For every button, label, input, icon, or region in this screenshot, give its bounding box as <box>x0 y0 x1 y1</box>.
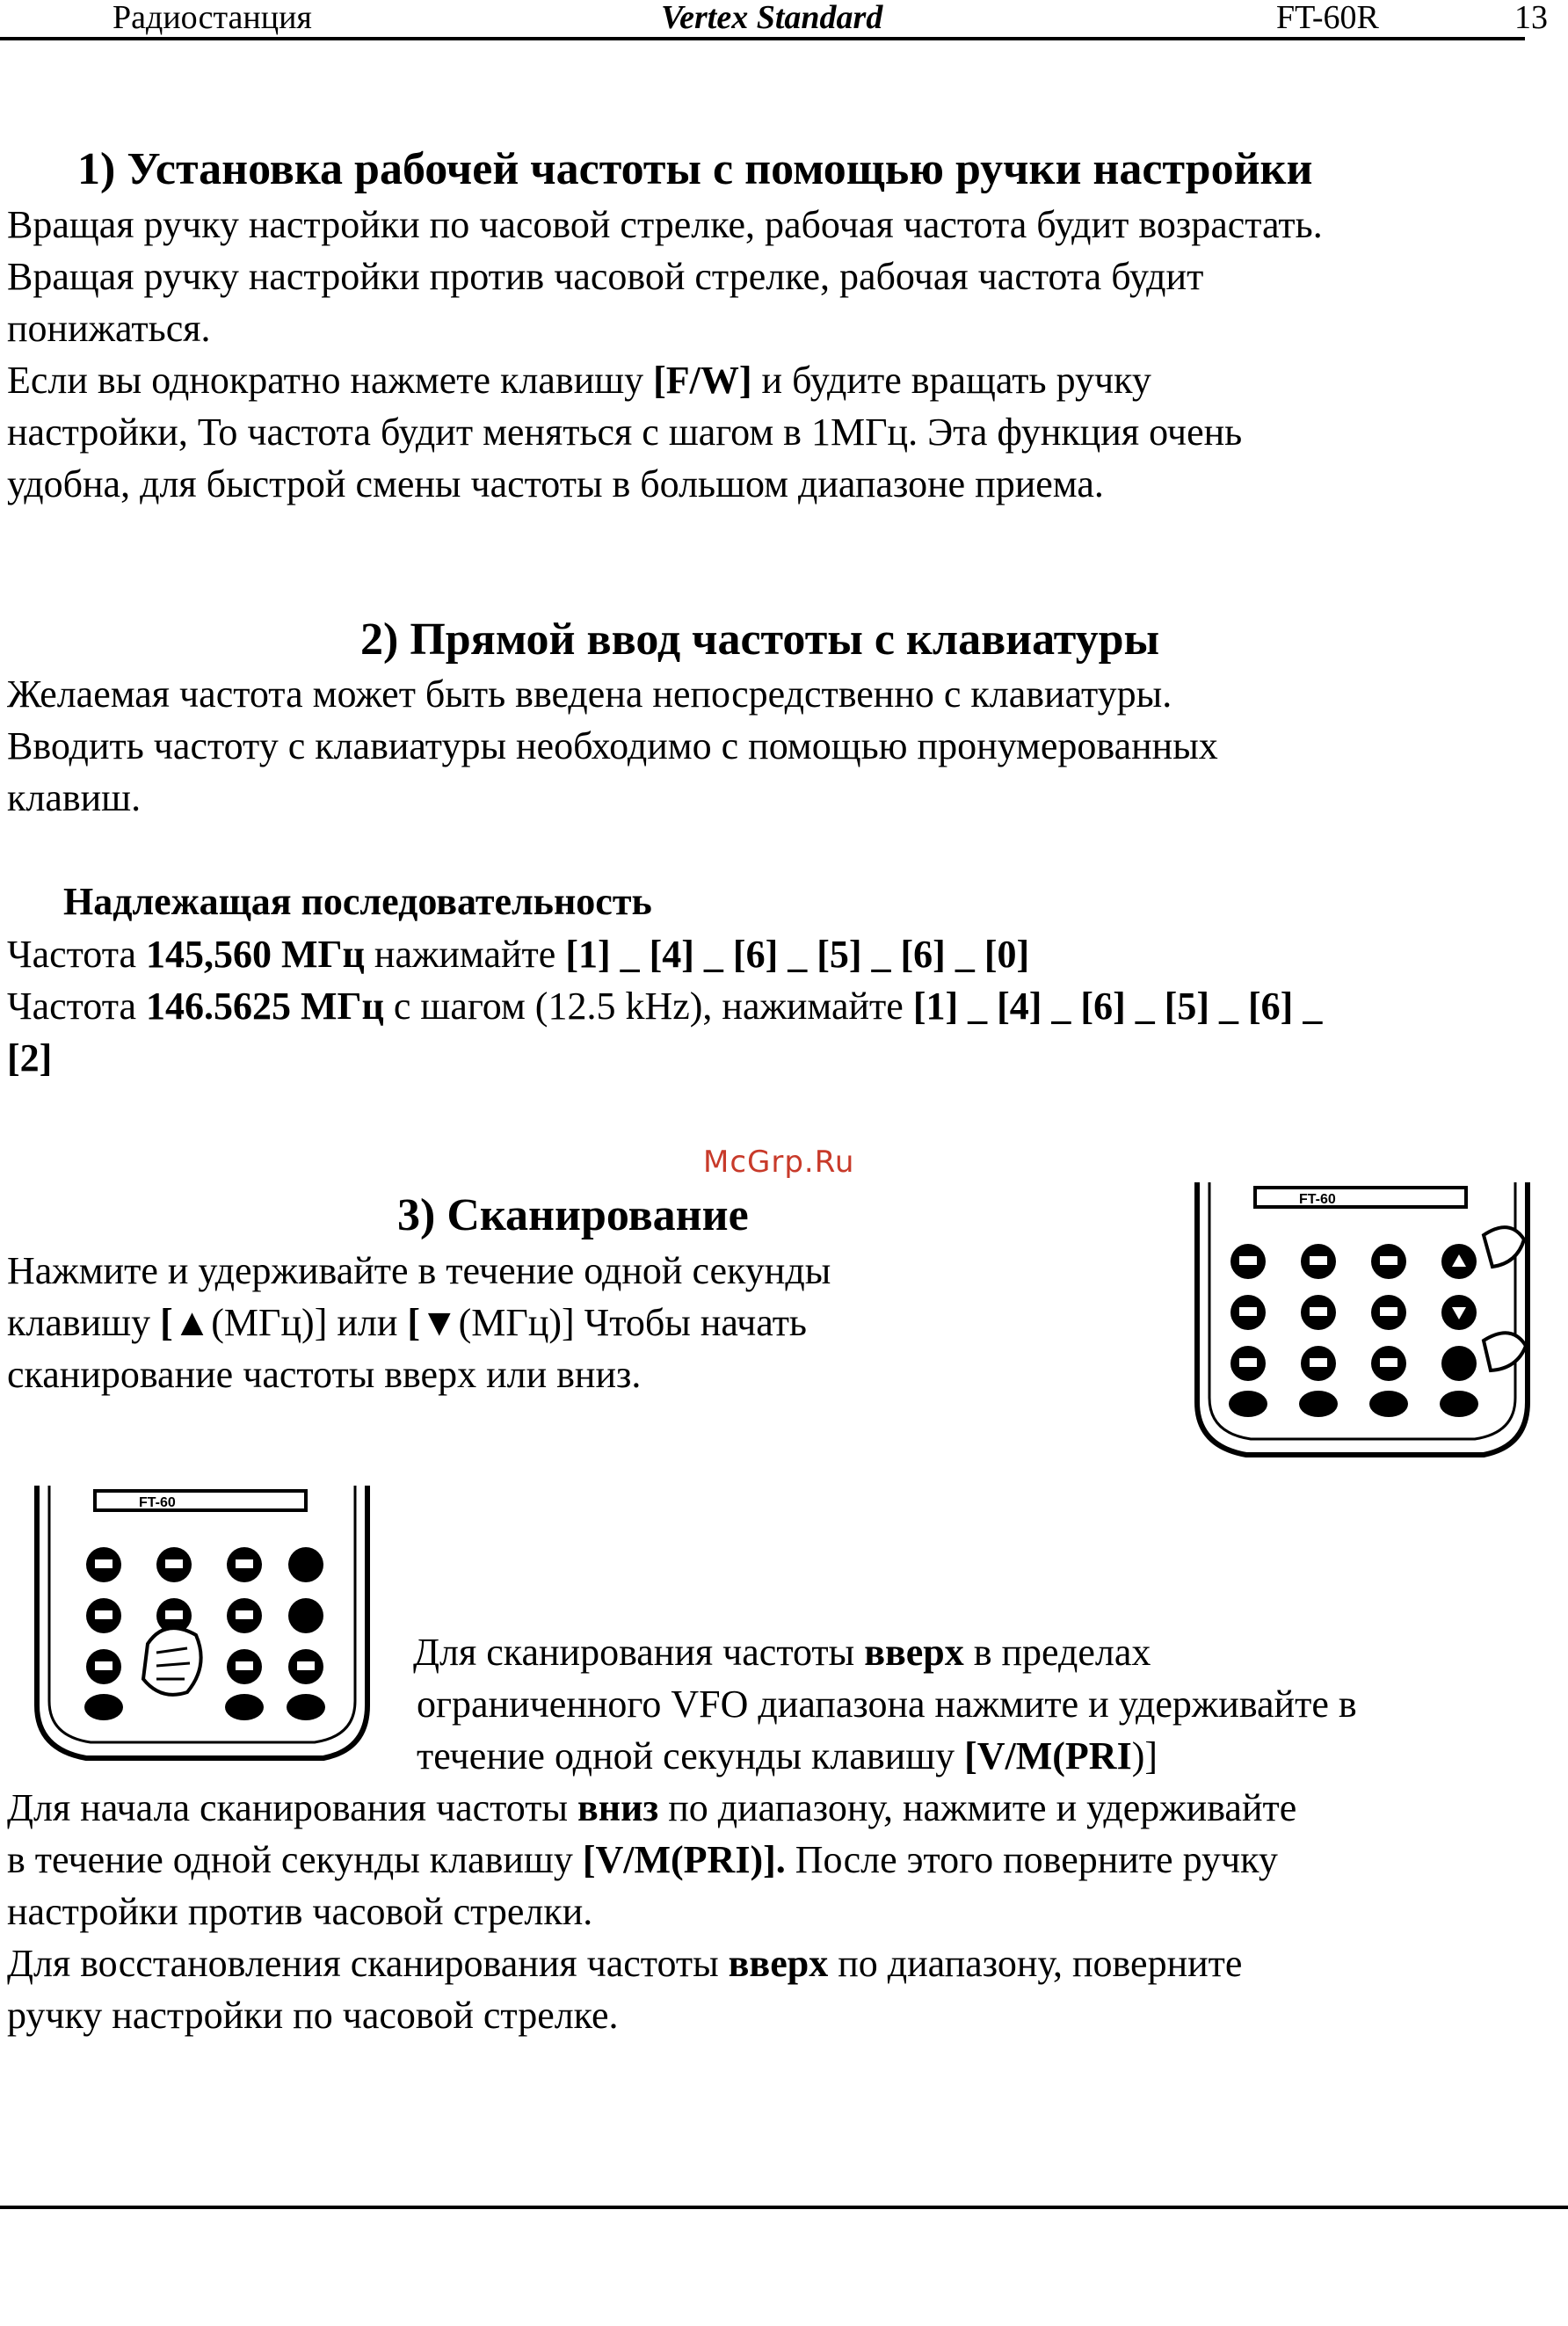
radio-keypad-figure-updown <box>1194 1182 1535 1465</box>
radio-brand-label: FT-60 <box>1299 1192 1336 1207</box>
section3-p3-line1: Для начала сканирования частоты вниз по диапазону, нажмите и удерживайте <box>7 1786 1297 1829</box>
section3-p4-line1: Для восстановления сканирования частоты вверх по диапазону, поверните <box>7 1942 1243 1985</box>
section1-line5: настройки, То частота будит меняться с шагом в 1МГц. Эта функция очень <box>7 411 1243 454</box>
header-model: FT-60R <box>1276 0 1379 36</box>
header-rule <box>0 37 1525 40</box>
section3-p2-line2: ограниченного VFO диапазона нажмите и удерживайте в <box>417 1683 1357 1726</box>
example2-line-cont: [2] <box>7 1036 53 1079</box>
hand-pointer-icon-2 <box>143 1628 201 1695</box>
header-left: Радиостанция <box>113 0 312 36</box>
example1-line: Частота 145,560 МГц нажимайте [1] _ [4] _ [6] _ [5] _ [6] _ [0] <box>7 933 1030 976</box>
section3-line2: клавишу [▲(МГц)] или [▼(МГц)] Чтобы начать <box>7 1301 807 1344</box>
hand-pointer-icon <box>1484 1227 1524 1267</box>
section1-line6: удобна, для быстрой смены частоты в большом диапазоне приема. <box>7 462 1104 505</box>
section3-title: 3) Сканирование <box>397 1190 749 1240</box>
section1-title: 1) Установка рабочей частоты с помощью ручки настройки <box>77 144 1313 194</box>
section3-p4-line2: ручку настройки по часовой стрелке. <box>7 1994 619 2037</box>
watermark: McGrp.Ru <box>703 1145 855 1180</box>
section3-line1: Нажмите и удерживайте в течение одной секунды <box>7 1249 831 1292</box>
section3-p2-line3: течение одной секунды клавишу [V/M(PRI)] <box>417 1734 1158 1777</box>
section2-subheading: Надлежащая последовательность <box>63 880 652 923</box>
radio-keypad-figure-vm <box>33 1486 376 1769</box>
section2-line3: клавиш. <box>7 776 142 819</box>
footer-rule <box>0 2206 1568 2209</box>
section3-p3-line3: настройки против часовой стрелки. <box>7 1890 593 1933</box>
section3-p3-line2: в течение одной секунды клавишу [V/M(PRI)]. После этого поверните ручку <box>7 1838 1278 1881</box>
section2-line2: Вводить частоту с клавиатуры необходимо с помощью пронумерованных <box>7 724 1218 767</box>
section2-line1: Желаемая частота может быть введена непосредственно с клавиатуры. <box>7 672 1172 716</box>
radio-brand-label-2: FT-60 <box>139 1495 176 1510</box>
example2-line: Частота 146.5625 МГц с шагом (12.5 kHz), нажимайте [1] _ [4] _ [6] _ [5] _ [6] _ <box>7 985 1323 1028</box>
section1-line1: Вращая ручку настройки по часовой стрелке, рабочая частота будит возрастать. <box>7 203 1323 246</box>
header-page-number: 13 <box>1514 0 1548 36</box>
section3-p2-line1: Для сканирования частоты вверх в пределах <box>413 1631 1151 1674</box>
header-center: Vertex Standard <box>661 0 883 36</box>
section1-line2: Вращая ручку настройки против часовой стрелке, рабочая частота будит <box>7 255 1204 298</box>
section1-line4: Если вы однократно нажмете клавишу [F/W] и будите вращать ручку <box>7 359 1151 402</box>
section2-title: 2) Прямой ввод частоты с клавиатуры <box>360 614 1160 665</box>
section3-line3: сканирование частоты вверх или вниз. <box>7 1353 642 1396</box>
section1-line3: понижаться. <box>7 307 211 350</box>
